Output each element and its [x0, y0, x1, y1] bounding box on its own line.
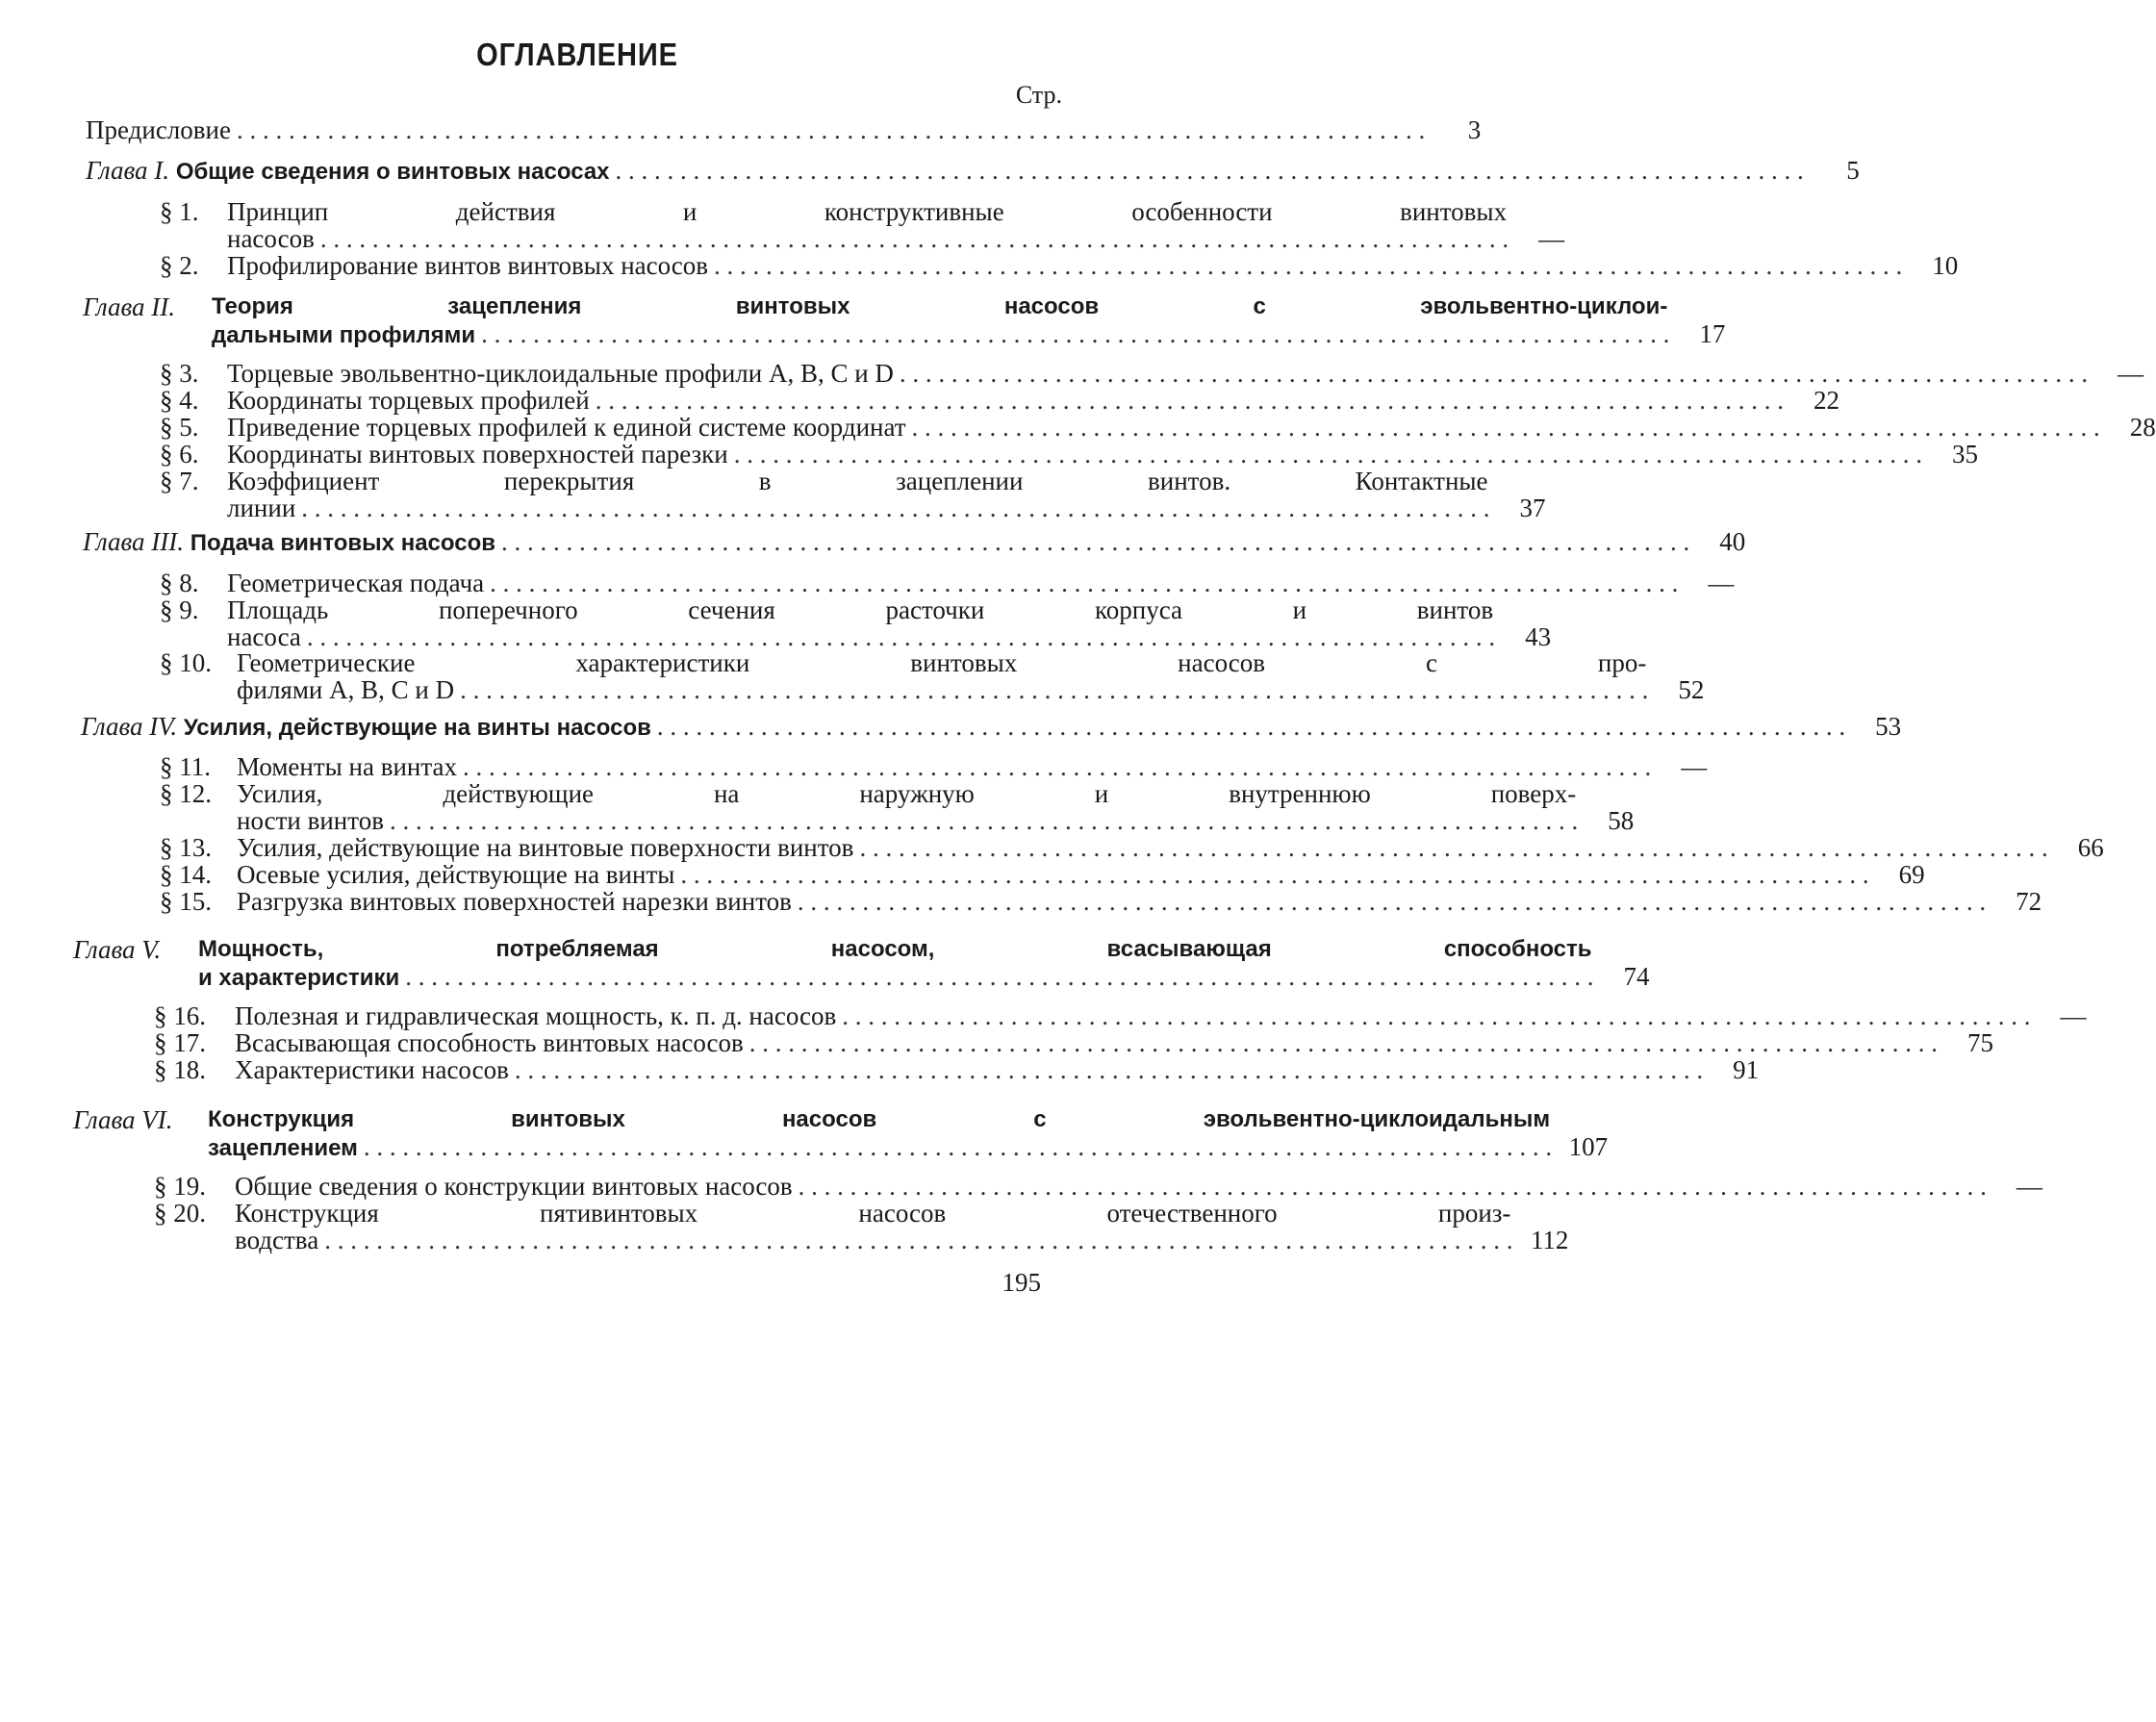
page-number: 195: [1002, 1268, 1042, 1298]
section-label: § 11.: [160, 753, 237, 780]
chapter-title-line1: Теория зацепления винтовых насосов с эвольвентно-циклои-: [212, 293, 1667, 320]
toc-chapter-4: [81, 713, 1072, 742]
section-text: Всасывающая способность винтовых насосов: [235, 1029, 744, 1056]
entry-page: 10: [1908, 252, 1958, 279]
toc-page: [0, 0, 1154, 1722]
section-text: Характеристики насосов: [235, 1056, 509, 1083]
chapter-label: Глава III.: [83, 527, 184, 556]
section-text: Координаты винтовых поверхностей парезки: [227, 441, 728, 468]
entry-page: —: [1514, 225, 1564, 252]
toc-section-2: [160, 252, 1072, 279]
section-text-line1: Принцип действия и конструктивные особенности винтовых: [227, 198, 1507, 225]
section-text-line2: ности винтов: [237, 807, 384, 834]
section-text-line2: филями A, B, C и D: [237, 676, 454, 703]
entry-page: 3: [1431, 116, 1481, 143]
entry-page: 43: [1501, 623, 1551, 650]
entry-page: —: [1992, 1173, 2042, 1200]
section-text: Общие сведения о конструкции винтовых насосов: [235, 1173, 793, 1200]
chapter-title: Общие сведения о винтовых насосах: [176, 159, 610, 185]
toc-section-6: [160, 441, 1072, 468]
section-label: § 10.: [160, 649, 237, 703]
section-label: § 2.: [160, 252, 227, 279]
entry-page: 28: [2106, 414, 2156, 441]
page-title: ОГЛАВЛЕНИЕ: [69, 37, 1085, 73]
toc-section-16: [154, 1002, 1072, 1029]
section-label: § 13.: [160, 834, 237, 861]
toc-chapter-1: [86, 157, 1072, 186]
entry-page: 52: [1654, 676, 1704, 703]
entry-page: 58: [1584, 807, 1634, 834]
chapter-title-line2: и характеристики: [198, 965, 399, 992]
section-label: § 5.: [160, 414, 227, 441]
toc-section-13: [160, 834, 1072, 861]
section-label: § 20.: [154, 1200, 235, 1254]
section-text: Приведение торцевых профилей к единой системе координат: [227, 414, 906, 441]
toc-section-12: [160, 780, 1072, 834]
section-text-line2: насосов: [227, 225, 315, 252]
entry-text: Предисловие: [86, 116, 231, 143]
section-label: § 6.: [160, 441, 227, 468]
entry-page: 91: [1709, 1056, 1759, 1083]
toc-section-19: [154, 1173, 1072, 1200]
toc-chapter-6: [73, 1106, 1072, 1162]
section-text: Геометрическая подача: [227, 570, 484, 596]
toc-section-10: [160, 649, 1072, 703]
section-text-line1: Усилия, действующие на наружную и внутреннюю поверх-: [237, 780, 1576, 807]
section-text: Осевые усилия, действующие на винты: [237, 861, 674, 888]
toc-section-3: [160, 360, 1072, 387]
section-label: § 8.: [160, 570, 227, 596]
section-text-line1: Конструкция пятивинтовых насосов отечественного произ-: [235, 1200, 1510, 1227]
chapter-title: Подача винтовых насосов: [190, 530, 495, 556]
section-text-line2: водства: [235, 1227, 318, 1254]
toc-section-4: [160, 387, 1072, 414]
chapter-label: Глава II.: [83, 293, 212, 349]
entry-page: 75: [1943, 1029, 1993, 1056]
toc-chapter-2: [83, 293, 1072, 349]
section-text-line2: насоса: [227, 623, 301, 650]
toc-section-17: [154, 1029, 1072, 1056]
entry-page: —: [2037, 1002, 2087, 1029]
section-label: § 1.: [160, 198, 227, 252]
section-text: Торцевые эвольвентно-циклоидальные профили A, B, C и D: [227, 360, 894, 387]
toc-section-7: [160, 468, 1072, 521]
section-label: § 3.: [160, 360, 227, 387]
toc-section-1: [160, 198, 1072, 252]
section-text: Полезная и гидравлическая мощность, к. п. д. насосов: [235, 1002, 836, 1029]
section-text: Координаты торцевых профилей: [227, 387, 590, 414]
chapter-title: Усилия, действующие на винты насосов: [184, 715, 651, 741]
section-label: § 14.: [160, 861, 237, 888]
entry-page: 72: [1991, 888, 2042, 915]
section-text-line1: Коэффициент перекрытия в зацеплении винтов. Контактные: [227, 468, 1488, 494]
section-label: § 16.: [154, 1002, 235, 1029]
section-label: § 12.: [160, 780, 237, 834]
section-label: § 17.: [154, 1029, 235, 1056]
entry-page: —: [1657, 753, 1707, 780]
entry-page: 74: [1600, 963, 1650, 990]
section-label: § 18.: [154, 1056, 235, 1083]
section-text: Разгрузка винтовых поверхностей нарезки винтов: [237, 888, 792, 915]
section-text-line1: Геометрические характеристики винтовых насосов с про-: [237, 649, 1646, 676]
chapter-title-line1: Мощность, потребляемая насосом, всасывающая способность: [198, 936, 1592, 963]
entry-page: 53: [1851, 713, 1901, 740]
entry-page: 35: [1928, 441, 1978, 468]
chapter-title-line2: зацеплением: [208, 1135, 358, 1162]
section-label: § 4.: [160, 387, 227, 414]
chapter-label: Глава I.: [86, 156, 169, 185]
toc-chapter-3: [83, 528, 1072, 557]
entry-page: 22: [1789, 387, 1839, 414]
entry-page: 40: [1695, 528, 1745, 555]
toc-section-20: [154, 1200, 1072, 1254]
entry-page: 69: [1875, 861, 1925, 888]
entry-page: —: [2093, 360, 2143, 387]
toc-section-18: [154, 1056, 1072, 1083]
chapter-title-line1: Конструкция винтовых насосов с эвольвентно-циклоидальным: [208, 1106, 1550, 1133]
entry-page: 107: [1558, 1133, 1608, 1160]
toc-section-15: [160, 888, 1072, 915]
section-label: § 15.: [160, 888, 237, 915]
entry-page: 17: [1675, 320, 1725, 347]
toc-section-9: [160, 596, 1072, 650]
entry-page: 66: [2054, 834, 2104, 861]
chapter-title-line2: дальными профилями: [212, 322, 475, 349]
toc-section-14: [160, 861, 1072, 888]
chapter-label: Глава V.: [73, 936, 198, 992]
section-text: Усилия, действующие на винтовые поверхности винтов: [237, 834, 853, 861]
chapter-label: Глава VI.: [73, 1106, 208, 1162]
section-text-line2: линии: [227, 494, 295, 521]
section-text-line1: Площадь поперечного сечения расточки корпуса и винтов: [227, 596, 1493, 623]
page-column-label: Стр.: [1016, 81, 1062, 110]
section-text: Профилирование винтов винтовых насосов: [227, 252, 708, 279]
entry-page: —: [1684, 570, 1734, 596]
section-label: § 7.: [160, 468, 227, 521]
section-label: § 9.: [160, 596, 227, 650]
toc-section-8: [160, 570, 1072, 596]
entry-page: 5: [1810, 157, 1860, 184]
toc-section-5: [160, 414, 1072, 441]
toc-chapter-5: [73, 936, 1072, 992]
entry-page: 112: [1518, 1227, 1568, 1254]
section-text: Моменты на винтах: [237, 753, 457, 780]
entry-page: 37: [1496, 494, 1546, 521]
toc-section-11: [160, 753, 1072, 780]
section-label: § 19.: [154, 1173, 235, 1200]
toc-entry-preface: [86, 116, 1072, 143]
chapter-label: Глава IV.: [81, 712, 177, 741]
